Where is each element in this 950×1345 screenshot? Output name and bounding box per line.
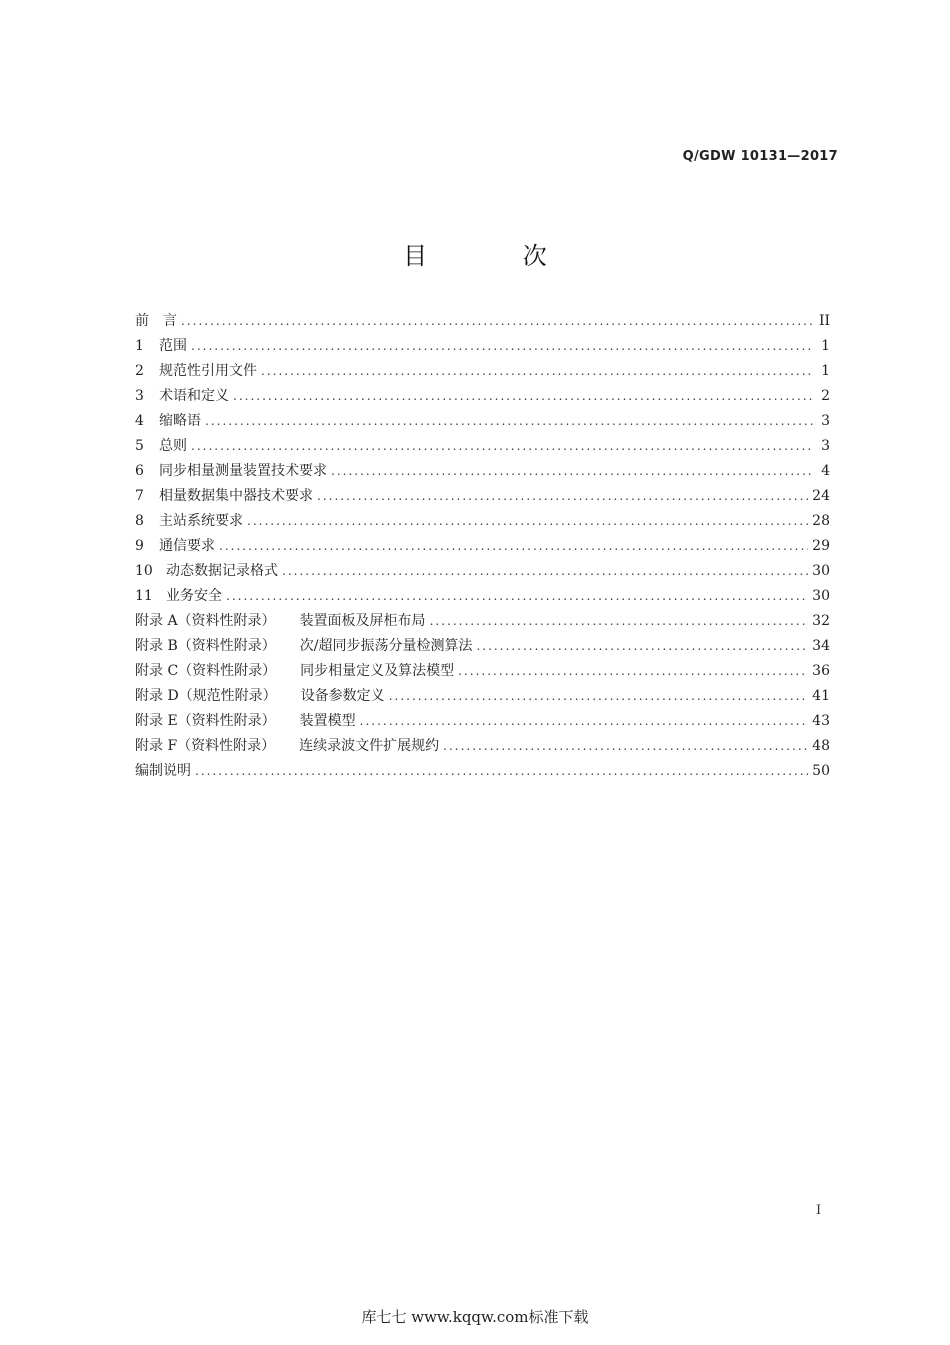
toc-entry[interactable] bbox=[135, 584, 830, 609]
toc-dot-leader bbox=[247, 509, 808, 534]
toc-page-number: 28 bbox=[812, 513, 830, 529]
toc-entry-label: 业务安全 bbox=[166, 588, 222, 604]
toc-entry-label: 同步相量定义及算法模型 bbox=[300, 663, 455, 679]
toc-page-number: 32 bbox=[812, 613, 830, 629]
toc-dot-leader bbox=[476, 634, 808, 659]
toc-entry-label: 规范性引用文件 bbox=[159, 363, 257, 379]
toc-dot-leader bbox=[261, 359, 814, 384]
toc-section-number: 3 bbox=[135, 388, 144, 404]
toc-entry[interactable] bbox=[135, 459, 830, 484]
toc-entry[interactable] bbox=[135, 684, 830, 709]
toc-page-number: 2 bbox=[821, 388, 830, 404]
toc-dot-leader bbox=[443, 734, 808, 759]
toc-page-number: 48 bbox=[812, 738, 830, 754]
toc-section-number: 5 bbox=[135, 438, 144, 454]
toc-dot-leader bbox=[430, 609, 809, 634]
toc-annex-number: 附录 F（资料性附录） bbox=[135, 738, 276, 754]
toc-entry-label: 动态数据记录格式 bbox=[166, 563, 278, 579]
toc-entry-label: 装置面板及屏柜布局 bbox=[299, 613, 426, 629]
toc-entry-label: 设备参数定义 bbox=[300, 688, 385, 704]
toc-entry-label: 总则 bbox=[159, 438, 187, 454]
toc-page-number: 1 bbox=[821, 338, 830, 354]
toc-entry-label: 通信要求 bbox=[159, 538, 215, 554]
toc-dot-leader bbox=[282, 559, 808, 584]
toc-entry-label: 装置模型 bbox=[299, 713, 356, 729]
page-number: I bbox=[816, 1203, 822, 1218]
toc-section-number: 1 bbox=[135, 338, 144, 354]
toc-entry[interactable] bbox=[135, 734, 830, 759]
toc-entry[interactable] bbox=[135, 659, 830, 684]
toc-entry-label: 主站系统要求 bbox=[159, 513, 243, 529]
toc-entry-label: 范围 bbox=[159, 338, 187, 354]
toc-entry-label: 术语和定义 bbox=[159, 388, 229, 404]
toc-entry-label: 次/超同步振荡分量检测算法 bbox=[299, 638, 473, 654]
toc-page-number: 3 bbox=[821, 438, 830, 454]
toc-dot-leader bbox=[219, 534, 808, 559]
toc-entry[interactable] bbox=[135, 634, 830, 659]
toc-entry[interactable] bbox=[135, 509, 830, 534]
toc-page-number: II bbox=[818, 313, 830, 329]
toc-entry[interactable] bbox=[135, 359, 830, 384]
toc-dot-leader bbox=[226, 584, 808, 609]
toc-dot-leader bbox=[331, 459, 814, 484]
toc-page-number: 4 bbox=[821, 463, 830, 479]
toc-entry[interactable] bbox=[135, 484, 830, 509]
toc-entry-label: 同步相量测量装置技术要求 bbox=[159, 463, 327, 479]
toc-section-number: 2 bbox=[135, 363, 144, 379]
toc-entry[interactable] bbox=[135, 559, 830, 584]
toc-page-number: 43 bbox=[812, 713, 830, 729]
toc-entry[interactable] bbox=[135, 709, 830, 734]
toc-dot-leader bbox=[191, 334, 814, 359]
toc-dot-leader bbox=[205, 409, 814, 434]
toc-page-number: 50 bbox=[812, 763, 830, 779]
toc-entry-label: 缩略语 bbox=[159, 413, 201, 429]
toc-entry[interactable] bbox=[135, 609, 830, 634]
toc-dot-leader bbox=[191, 434, 814, 459]
toc-section-number: 8 bbox=[135, 513, 144, 529]
toc-entry-label: 连续录波文件扩展规约 bbox=[299, 738, 440, 754]
toc-entry[interactable] bbox=[135, 534, 830, 559]
toc-dot-leader bbox=[458, 659, 808, 684]
toc-page-number: 3 bbox=[821, 413, 830, 429]
toc-entry[interactable] bbox=[135, 334, 830, 359]
toc-section-number: 4 bbox=[135, 413, 144, 429]
toc-section-number: 6 bbox=[135, 463, 144, 479]
toc-page-number: 24 bbox=[812, 488, 830, 504]
toc-annex-number: 附录 A（资料性附录） bbox=[135, 613, 276, 629]
toc-dot-leader bbox=[195, 759, 808, 784]
toc-entry-label: 前 言 bbox=[135, 313, 177, 329]
toc-page-number: 30 bbox=[812, 588, 830, 604]
toc-entry-label: 编制说明 bbox=[135, 763, 191, 779]
toc-entry[interactable] bbox=[135, 409, 830, 434]
toc-page-number: 29 bbox=[812, 538, 830, 554]
toc-page-number: 41 bbox=[812, 688, 830, 704]
toc-list bbox=[135, 309, 830, 784]
toc-page-number: 34 bbox=[812, 638, 830, 654]
toc-section-number: 11 bbox=[135, 588, 153, 604]
toc-title: 目 次 bbox=[403, 242, 591, 270]
toc-annex-number: 附录 B（资料性附录） bbox=[135, 638, 276, 654]
document-id: Q/GDW 10131—2017 bbox=[682, 149, 838, 164]
toc-entry[interactable] bbox=[135, 309, 830, 334]
toc-dot-leader bbox=[181, 309, 814, 334]
toc-dot-leader bbox=[360, 709, 809, 734]
footer-watermark: 库七七 www.kqqw.com标准下载 bbox=[361, 1308, 589, 1326]
toc-dot-leader bbox=[317, 484, 808, 509]
toc-page-number: 1 bbox=[821, 363, 830, 379]
toc-annex-number: 附录 C（资料性附录） bbox=[135, 663, 277, 679]
toc-dot-leader bbox=[233, 384, 814, 409]
toc-section-number: 7 bbox=[135, 488, 144, 504]
toc-entry[interactable] bbox=[135, 434, 830, 459]
toc-entry[interactable] bbox=[135, 384, 830, 409]
toc-entry[interactable] bbox=[135, 759, 830, 784]
toc-entry-label: 相量数据集中器技术要求 bbox=[159, 488, 313, 504]
toc-section-number: 10 bbox=[135, 563, 153, 579]
toc-dot-leader bbox=[389, 684, 808, 709]
toc-section-number: 9 bbox=[135, 538, 144, 554]
toc-annex-number: 附录 E（资料性附录） bbox=[135, 713, 276, 729]
toc-annex-number: 附录 D（规范性附录） bbox=[135, 688, 277, 704]
toc-page-number: 30 bbox=[812, 563, 830, 579]
toc-page-number: 36 bbox=[812, 663, 830, 679]
